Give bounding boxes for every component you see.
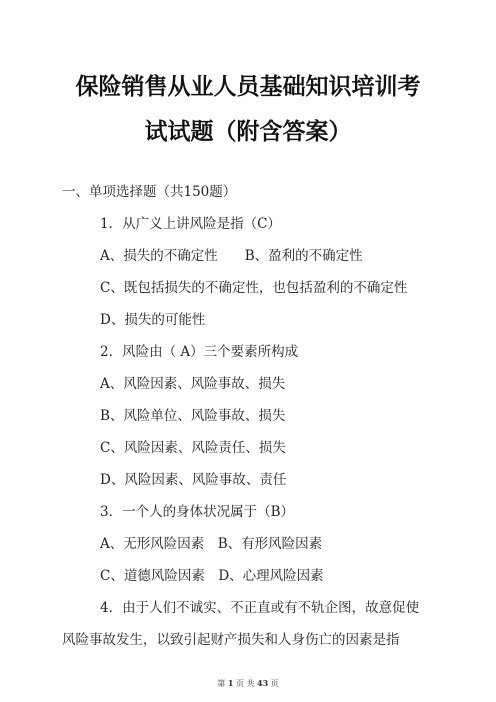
footer-prefix: 第 [217,679,226,688]
question-2-option-a: A、风险因素、风险事故、损失 [100,376,286,392]
question-3: 3．一个人的身体状况属于（B） [100,504,295,520]
question-3-options-cd: C、道德风险因素 D、心理风险因素 [100,568,324,584]
section-heading: 一、单项选择题（共150题） [62,184,237,200]
question-3-options-ab: A、无形风险因素 B、有形风险因素 [100,536,323,552]
document-title-line-2: 试试题（附含答案） [144,119,352,145]
question-4-line-1: 4．由于人们不诚实、不正直或有不轨企图，故意促使 [100,600,420,616]
question-2-option-b: B、风险单位、风险事故、损失 [100,408,286,424]
question-1-options-ab: A、损失的不确定性 B、盈利的不确定性 [100,248,363,264]
page-footer [0,678,496,689]
footer-suffix: 页 [270,679,279,688]
document-title-line-1: 保险销售从业人员基础知识培训考 [75,74,421,100]
footer-total-pages: 43 [257,678,269,688]
footer-middle: 页 共 [235,679,255,688]
question-2: 2．风险由（ A）三个要素所构成 [100,344,299,360]
question-2-option-c: C、风险因素、风险责任、损失 [100,440,286,456]
question-1-option-d: D、损失的可能性 [100,312,206,328]
question-2-option-d: D、风险因素、风险事故、责任 [100,472,287,488]
question-4-line-2: 风险事故发生，以致引起财产损失和人身伤亡的因素是指 [62,632,400,648]
question-1: 1．从广义上讲风险是指（C） [100,216,281,232]
footer-page-number: 1 [227,678,234,688]
question-1-option-c: C、既包括损失的不确定性，也包括盈利的不确定性 [100,280,408,296]
